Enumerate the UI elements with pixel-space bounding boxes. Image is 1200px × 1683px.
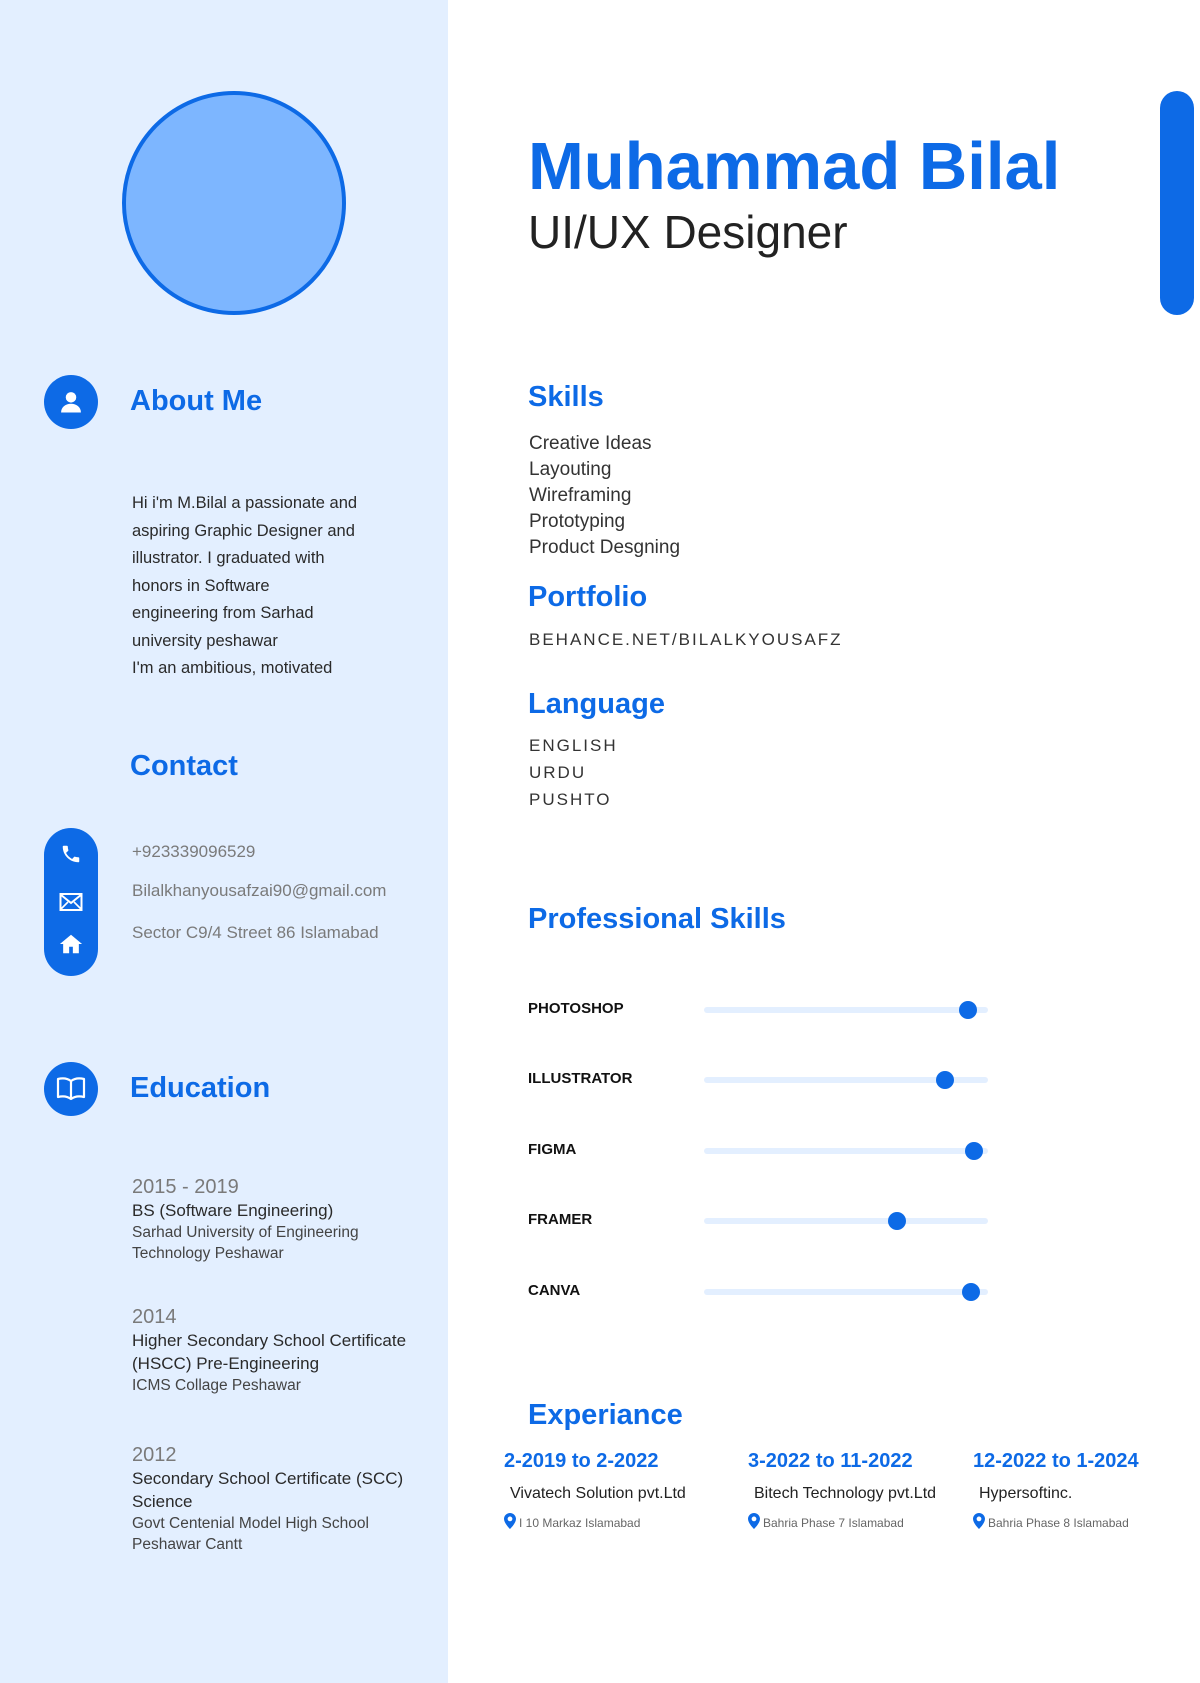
contact-email: Bilalkhanyousafzai90@gmail.com bbox=[132, 881, 387, 900]
portfolio-title: Portfolio bbox=[528, 581, 648, 613]
language-item: PUSHTO bbox=[529, 790, 612, 809]
experience-location-text: Bahria Phase 7 Islamabad bbox=[763, 1515, 904, 1530]
location-pin-icon bbox=[504, 1513, 516, 1532]
skill-item: Product Desgning bbox=[529, 537, 681, 558]
experience-location bbox=[504, 1513, 734, 1532]
education-degree: BS (Software Engineering) bbox=[132, 1201, 334, 1220]
experience-dates: 3-2022 to 11-2022 bbox=[748, 1450, 913, 1472]
skill-label: CANVA bbox=[528, 1282, 581, 1299]
profile-photo bbox=[122, 91, 346, 315]
about-text bbox=[132, 490, 402, 683]
experience-company: Bitech Technology pvt.Ltd bbox=[754, 1485, 937, 1502]
contact-address: Sector C9/4 Street 86 Islamabad bbox=[132, 923, 379, 942]
accent-bar bbox=[1160, 91, 1194, 315]
education-degree: Secondary School Certificate (SCC) bbox=[132, 1469, 404, 1488]
education-entry bbox=[132, 1305, 432, 1396]
about-line: university peshawar bbox=[132, 631, 278, 650]
about-line: illustrator. I graduated with bbox=[132, 549, 325, 567]
education-year: 2015 - 2019 bbox=[132, 1176, 239, 1198]
experience-location bbox=[973, 1513, 1200, 1532]
education-entry bbox=[132, 1175, 432, 1264]
phone-icon bbox=[59, 842, 83, 866]
professional-skills-title: Professional Skills bbox=[528, 903, 786, 935]
experience-company: Hypersoftinc. bbox=[979, 1485, 1073, 1502]
skill-label: FRAMER bbox=[528, 1211, 593, 1228]
skill-row-figma bbox=[528, 1139, 998, 1163]
skill-label: FIGMA bbox=[528, 1141, 577, 1158]
education-title: Education bbox=[130, 1072, 271, 1104]
contact-icon-bar bbox=[44, 828, 98, 976]
contact-title: Contact bbox=[130, 750, 238, 782]
skill-row-framer bbox=[528, 1209, 998, 1233]
skill-knob bbox=[936, 1071, 954, 1089]
skill-track bbox=[704, 1148, 988, 1154]
language-item: URDU bbox=[529, 763, 587, 782]
language-list bbox=[529, 732, 618, 813]
about-line: I'm an ambitious, motivated bbox=[132, 659, 333, 677]
full-name: Muhammad Bilal bbox=[528, 129, 1061, 204]
education-school: ICMS Collage Peshawar bbox=[132, 1377, 301, 1394]
skills-title: Skills bbox=[528, 381, 604, 413]
skill-track bbox=[704, 1289, 988, 1295]
job-role: UI/UX Designer bbox=[528, 206, 848, 258]
skill-item: Wireframing bbox=[529, 485, 632, 506]
envelope-icon bbox=[59, 890, 83, 914]
language-title: Language bbox=[528, 688, 665, 720]
skill-track bbox=[704, 1007, 988, 1013]
about-line: Hi i'm M.Bilal a passionate and bbox=[132, 494, 358, 512]
contact-phone: +923339096529 bbox=[132, 842, 256, 861]
experience-title: Experiance bbox=[528, 1399, 683, 1431]
skill-item: Creative Ideas bbox=[529, 433, 652, 454]
skill-track bbox=[704, 1218, 988, 1224]
education-degree: Science bbox=[132, 1492, 193, 1511]
education-year: 2012 bbox=[132, 1444, 177, 1466]
skill-label: ILLUSTRATOR bbox=[528, 1070, 633, 1087]
experience-entry bbox=[504, 1450, 734, 1532]
about-line: engineering from Sarhad bbox=[132, 604, 314, 622]
about-title: About Me bbox=[130, 385, 263, 417]
education-degree: Higher Secondary School Certificate bbox=[132, 1331, 407, 1350]
language-item: ENGLISH bbox=[529, 736, 618, 755]
experience-entry bbox=[748, 1450, 978, 1532]
user-icon bbox=[44, 375, 98, 429]
skill-knob bbox=[965, 1142, 983, 1160]
skill-row-illustrator bbox=[528, 1068, 998, 1092]
about-line: aspiring Graphic Designer and bbox=[132, 521, 355, 540]
experience-company: Vivatech Solution pvt.Ltd bbox=[510, 1485, 686, 1502]
experience-location-text: I 10 Markaz Islamabad bbox=[519, 1515, 641, 1530]
experience-location-text: Bahria Phase 8 Islamabad bbox=[988, 1515, 1129, 1530]
location-pin-icon bbox=[748, 1513, 760, 1532]
skill-row-canva bbox=[528, 1280, 998, 1304]
portfolio-link[interactable]: BEHANCE.NET/BILALKYOUSAFZ bbox=[529, 630, 843, 649]
skill-row-photoshop bbox=[528, 998, 998, 1022]
sidebar bbox=[0, 0, 448, 1683]
skill-label: PHOTOSHOP bbox=[528, 1000, 624, 1017]
education-school: Sarhad University of Engineering bbox=[132, 1224, 359, 1241]
book-icon bbox=[44, 1062, 98, 1116]
education-degree: (HSCC) Pre-Engineering bbox=[132, 1354, 320, 1373]
skill-item: Layouting bbox=[529, 459, 612, 480]
education-year: 2014 bbox=[132, 1306, 177, 1328]
education-entry bbox=[132, 1443, 432, 1555]
location-pin-icon bbox=[973, 1513, 985, 1532]
skill-knob bbox=[962, 1283, 980, 1301]
education-school: Govt Centenial Model High School bbox=[132, 1515, 369, 1532]
education-school: Peshawar Cantt bbox=[132, 1536, 243, 1553]
skill-knob bbox=[888, 1212, 906, 1230]
experience-location bbox=[748, 1513, 978, 1532]
experience-dates: 12-2022 to 1-2024 bbox=[973, 1450, 1139, 1472]
skill-item: Prototyping bbox=[529, 511, 626, 532]
education-school: Technology Peshawar bbox=[132, 1245, 284, 1262]
about-line: honors in Software bbox=[132, 576, 270, 595]
skill-knob bbox=[959, 1001, 977, 1019]
experience-dates: 2-2019 to 2-2022 bbox=[504, 1450, 659, 1472]
skills-list bbox=[529, 431, 680, 561]
experience-entry bbox=[973, 1450, 1200, 1532]
home-icon bbox=[59, 932, 83, 956]
